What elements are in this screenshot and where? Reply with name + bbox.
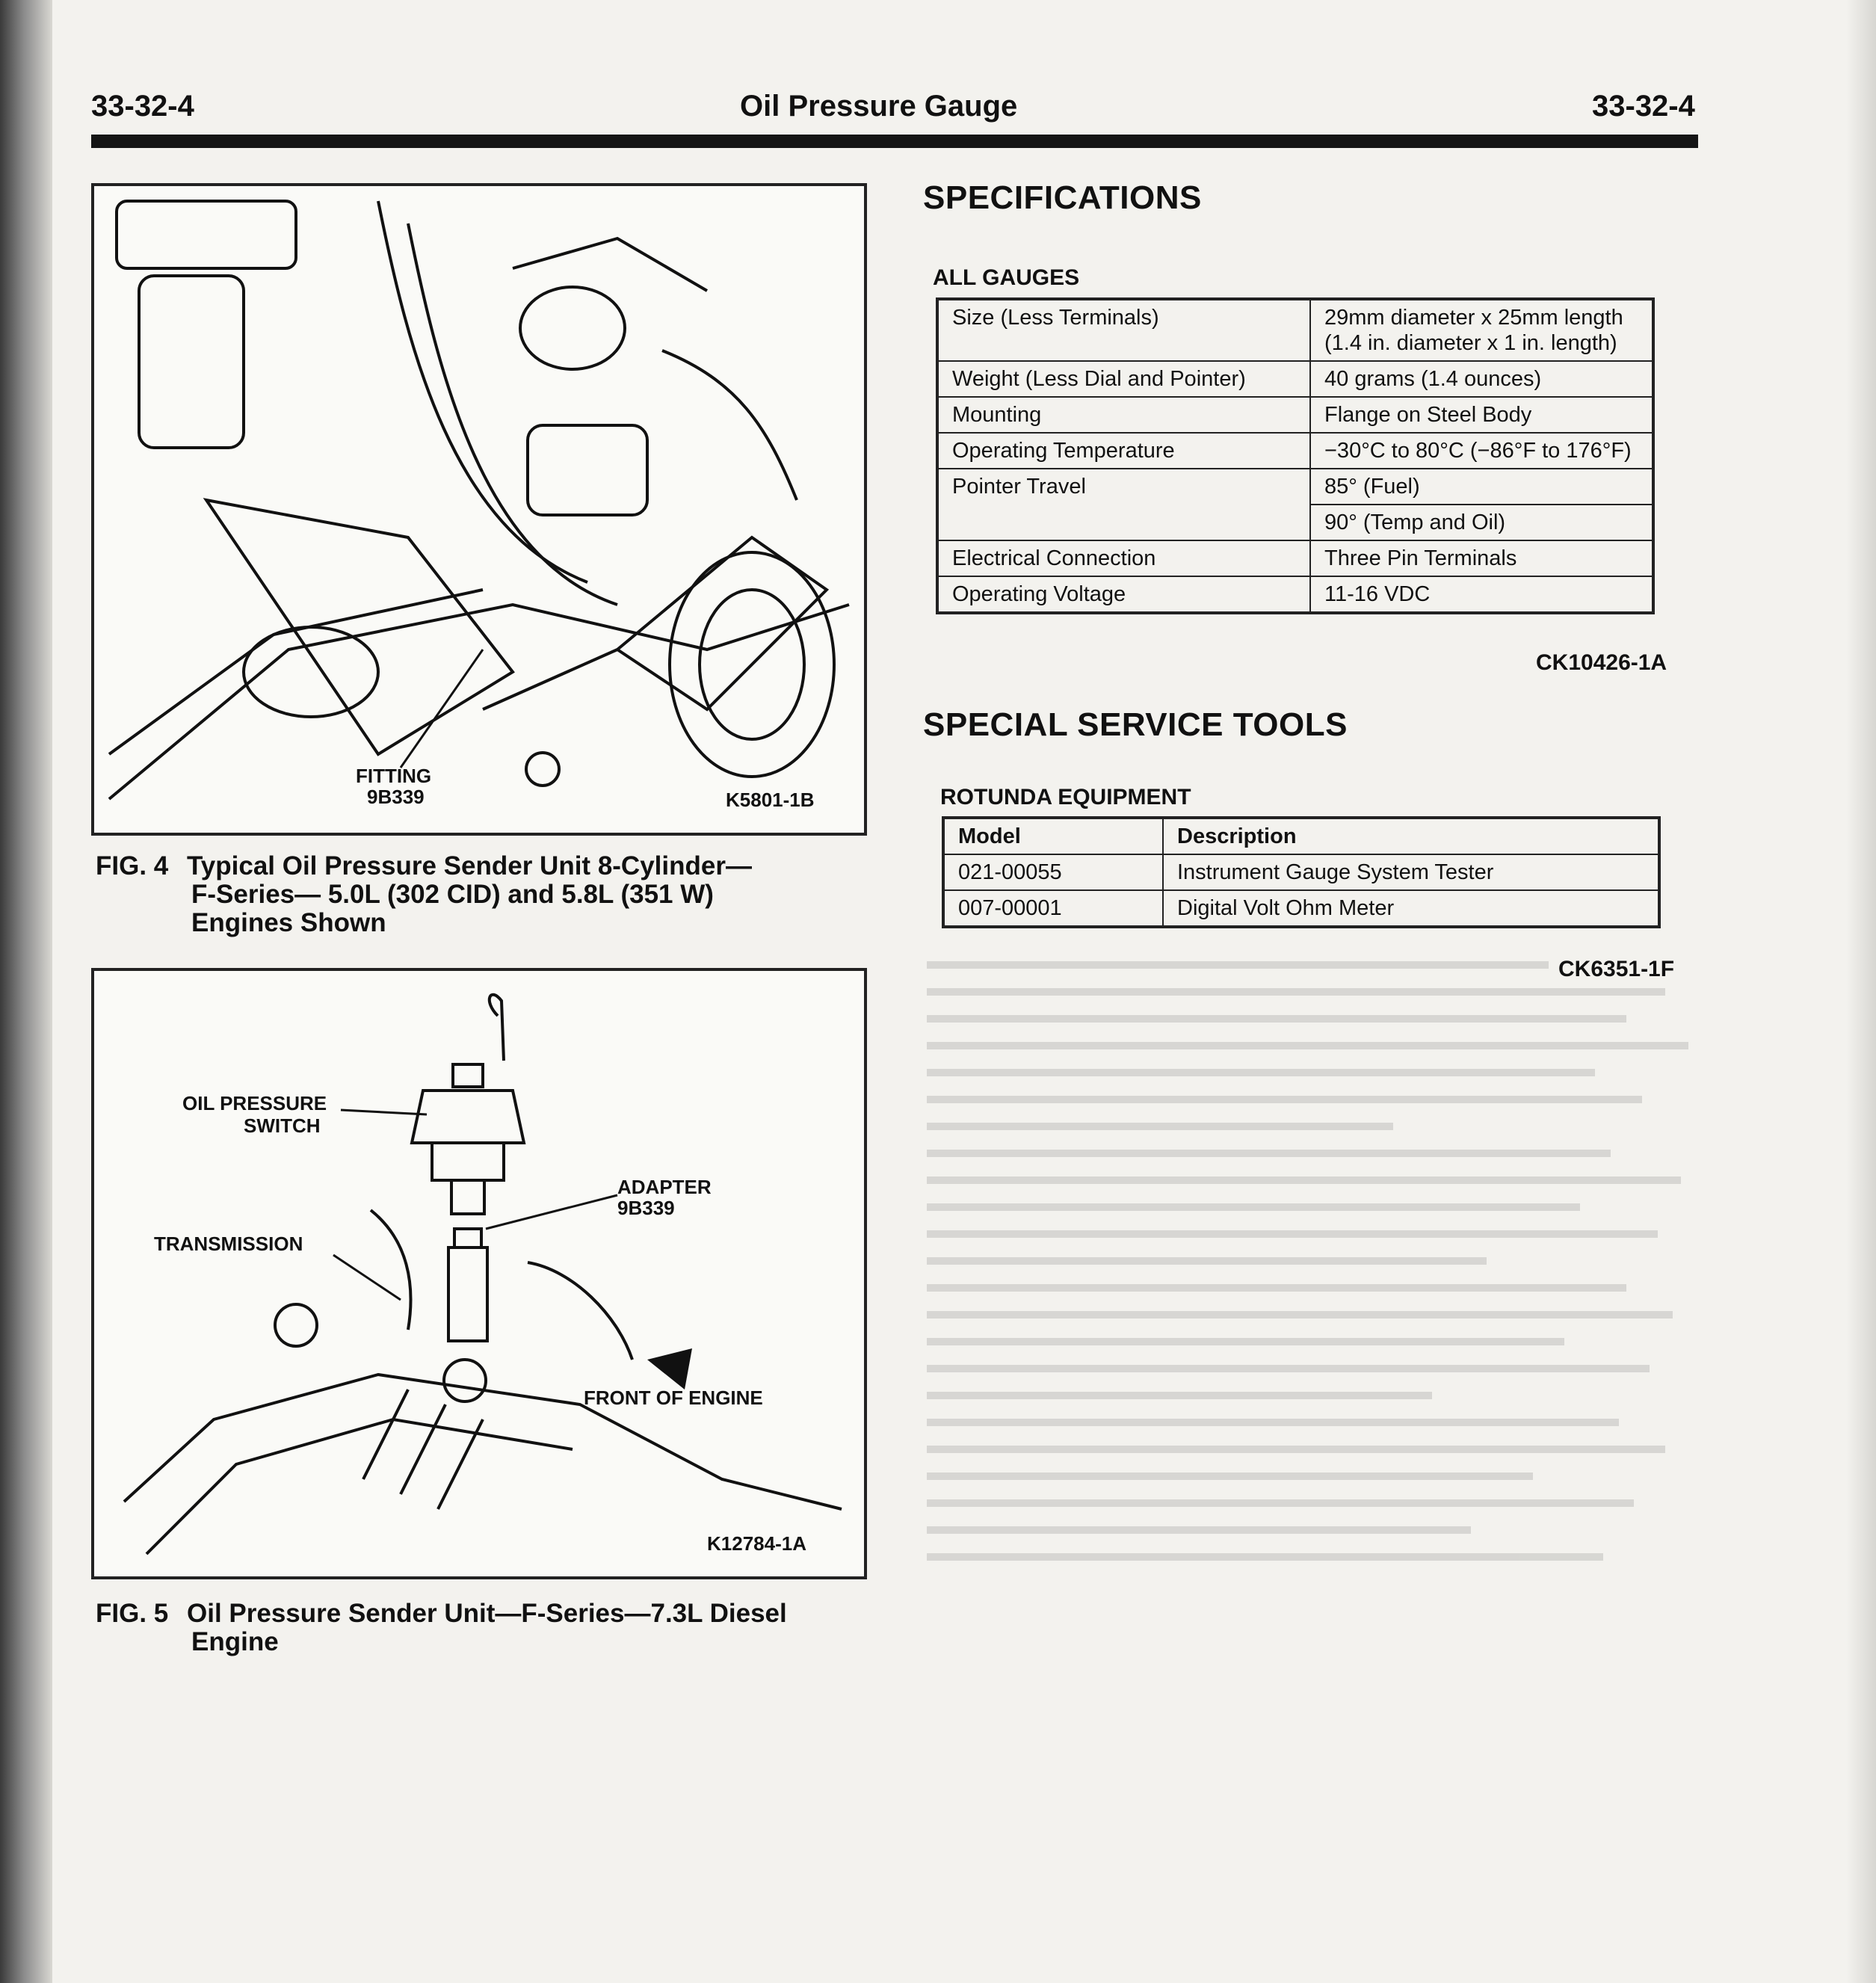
spec-value: 85° (Fuel) — [1310, 469, 1653, 505]
spec-value: −30°C to 80°C (−86°F to 176°F) — [1310, 433, 1653, 469]
spec-value: 29mm diameter x 25mm length (1.4 in. diameter x 1 in. length) — [1310, 299, 1653, 361]
spec-label: Weight (Less Dial and Pointer) — [937, 361, 1310, 397]
oil-pressure-switch-callout-2: SWITCH — [244, 1114, 321, 1137]
table-row — [943, 818, 1659, 854]
tools-code: CK6351-1F — [1558, 957, 1675, 981]
page-gutter-shadow — [0, 0, 52, 1983]
table-row — [937, 469, 1653, 505]
rotunda-equipment-subheading: ROTUNDA EQUIPMENT — [940, 785, 1191, 809]
page-edge-shadow — [1846, 0, 1876, 1983]
spec-value: 11-16 VDC — [1310, 576, 1653, 613]
figure-4-caption-line-2: F-Series— 5.0L (302 CID) and 5.8L (351 W) — [191, 880, 714, 909]
table-row — [937, 540, 1653, 576]
sender-unit-illustration — [94, 971, 864, 1576]
figure-4-label: FIG. 4 — [96, 851, 169, 881]
special-service-tools-heading: SPECIAL SERVICE TOOLS — [923, 706, 1348, 743]
page-title: Oil Pressure Gauge — [740, 90, 1018, 123]
fitting-part-number: 9B339 — [367, 786, 425, 808]
all-gauges-subheading: ALL GAUGES — [933, 265, 1080, 290]
table-row — [937, 299, 1653, 361]
figure-5-label: FIG. 5 — [96, 1599, 169, 1628]
page-number-left: 33-32-4 — [91, 90, 194, 123]
figure-5-caption — [96, 1600, 866, 1656]
specifications-table — [936, 297, 1655, 614]
spec-label: Size (Less Terminals) — [937, 299, 1310, 361]
figure-4-caption-line-3: Engines Shown — [191, 908, 386, 937]
bleed-through-text — [927, 942, 1704, 1973]
figure-4-code: K5801-1B — [726, 789, 815, 811]
spec-value: Three Pin Terminals — [1310, 540, 1653, 576]
tools-table — [942, 816, 1661, 928]
figure-5-caption-line-2: Engine — [191, 1627, 279, 1656]
spec-label: Operating Temperature — [937, 433, 1310, 469]
table-row — [943, 854, 1659, 890]
column-header-description: Description — [1163, 818, 1659, 854]
tool-model: 021-00055 — [943, 854, 1163, 890]
table-row — [937, 576, 1653, 613]
figure-4-caption-line-1: Typical Oil Pressure Sender Unit 8-Cylinder— — [187, 851, 752, 881]
spec-label: Electrical Connection — [937, 540, 1310, 576]
table-row — [937, 361, 1653, 397]
fitting-callout: FITTING — [356, 765, 432, 787]
specifications-heading: SPECIFICATIONS — [923, 179, 1202, 216]
table-row — [943, 890, 1659, 927]
page-number-right: 33-32-4 — [1592, 90, 1695, 123]
spec-label: Operating Voltage — [937, 576, 1310, 613]
figure-5-caption-line-1: Oil Pressure Sender Unit—F-Series—7.3L Diesel — [187, 1599, 787, 1628]
tool-description: Digital Volt Ohm Meter — [1163, 890, 1659, 927]
tool-model: 007-00001 — [943, 890, 1163, 927]
figure-4-caption — [96, 852, 866, 937]
adapter-part-number: 9B339 — [617, 1197, 675, 1219]
figure-4 — [91, 183, 867, 836]
transmission-callout: TRANSMISSION — [154, 1233, 303, 1255]
engine-illustration — [94, 186, 864, 833]
spec-label: Pointer Travel — [937, 469, 1310, 540]
spec-value: Flange on Steel Body — [1310, 397, 1653, 433]
header-rule — [91, 135, 1698, 148]
column-header-model: Model — [943, 818, 1163, 854]
adapter-callout: ADAPTER — [617, 1176, 712, 1198]
figure-5 — [91, 968, 867, 1579]
table-row — [937, 433, 1653, 469]
spec-value: 40 grams (1.4 ounces) — [1310, 361, 1653, 397]
table-row — [937, 397, 1653, 433]
figure-5-code: K12784-1A — [707, 1532, 806, 1555]
oil-pressure-switch-callout-1: OIL PRESSURE — [182, 1092, 327, 1114]
tool-description: Instrument Gauge System Tester — [1163, 854, 1659, 890]
front-of-engine-callout: FRONT OF ENGINE — [584, 1387, 763, 1409]
specifications-code: CK10426-1A — [1536, 650, 1667, 675]
spec-label: Mounting — [937, 397, 1310, 433]
spec-value: 90° (Temp and Oil) — [1310, 505, 1653, 540]
